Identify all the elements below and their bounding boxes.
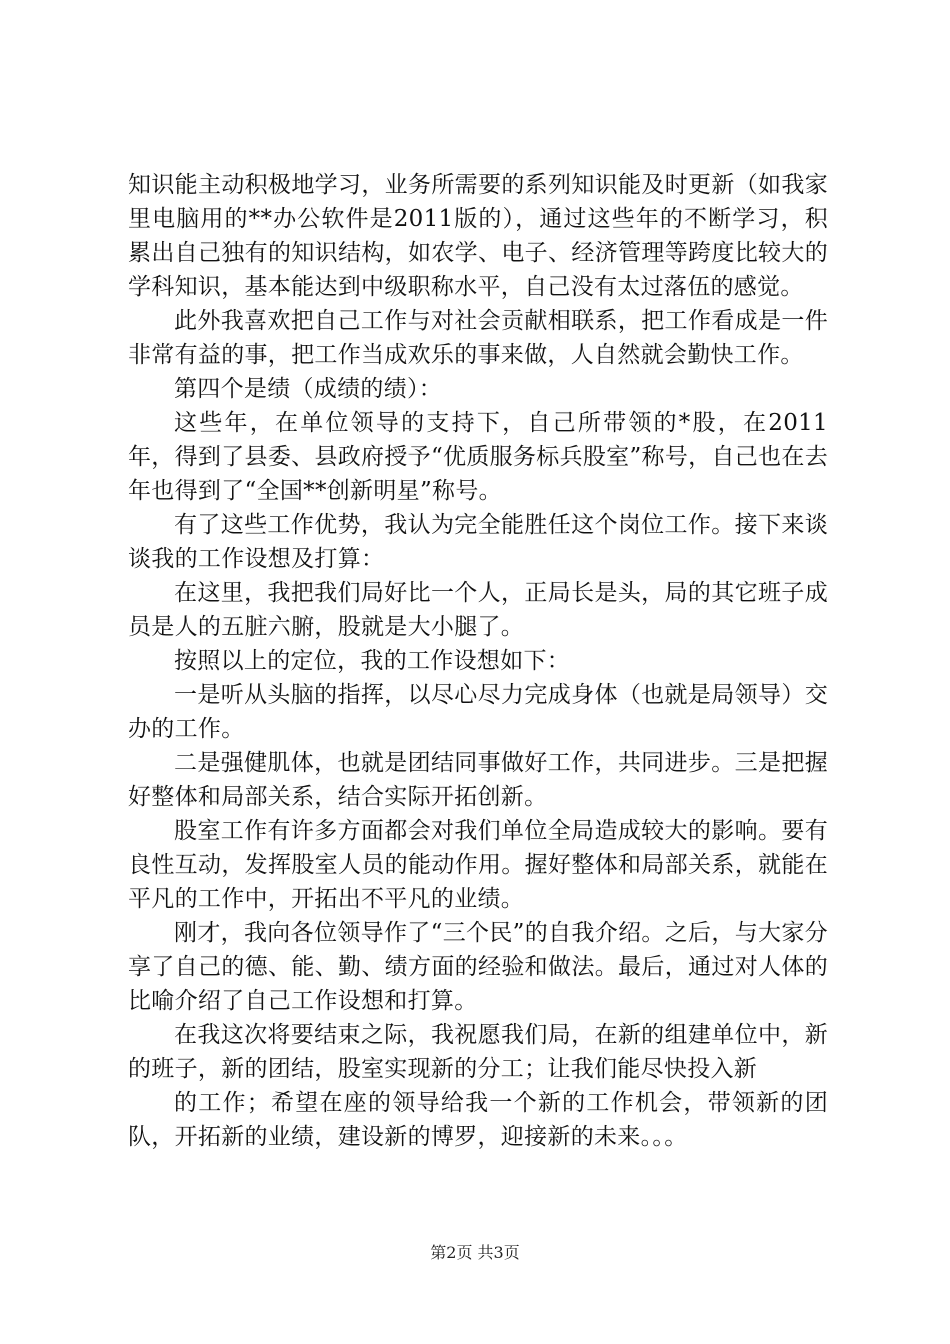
paragraph-2: 此外我喜欢把自己工作与对社会贡献相联系，把工作看成是一件非常有益的事，把工作当成欢乐的事来做，人自然就会勤快工作。 bbox=[128, 308, 828, 368]
document-body bbox=[128, 168, 828, 1154]
page-number-label: 第2页 共3页 bbox=[430, 1243, 520, 1262]
paragraph-6: 在这里，我把我们局好比一个人，正局长是头，局的其它班子成员是人的五脏六腑，股就是大小腿了。 bbox=[128, 580, 828, 640]
paragraph-13: 的工作；希望在座的领导给我一个新的工作机会，带领新的团队，开拓新的业绩，建设新的博罗，迎接新的未来。。。 bbox=[128, 1090, 828, 1150]
paragraph-7: 按照以上的定位，我的工作设想如下： bbox=[174, 648, 571, 674]
paragraph-1: 知识能主动积极地学习，业务所需要的系列知识能及时更新（如我家里电脑用的**办公软件是2011版的），通过这些年的不断学习，积累出自己独有的知识结构，如农学、电子、经济管理等跨度比较大的学科知识，基本能达到中级职称水平，自己没有太过落伍的感觉。 bbox=[128, 172, 828, 300]
paragraph-11: 刚才，我向各位领导作了“三个民”的自我介绍。之后，与大家分享了自己的德、能、勤、绩方面的经验和做法。最后，通过对人体的比喻介绍了自己工作设想和打算。 bbox=[128, 920, 828, 1014]
paragraph-3: 第四个是绩（成绩的绩）： bbox=[174, 376, 443, 402]
paragraph-12: 在我这次将要结束之际，我祝愿我们局，在新的组建单位中，新的班子，新的团结，股室实现新的分工；让我们能尽快投入新 bbox=[128, 1022, 828, 1082]
paragraph-8: 一是听从头脑的指挥，以尽心尽力完成身体（也就是局领导）交办的工作。 bbox=[128, 682, 828, 742]
paragraph-4: 这些年，在单位领导的支持下，自己所带领的*股，在2011年，得到了县委、县政府授予“优质服务标兵股室”称号，自己也在去年也得到了“全国**创新明星”称号。 bbox=[128, 410, 828, 504]
paragraph-10: 股室工作有许多方面都会对我们单位全局造成较大的影响。要有良性互动，发挥股室人员的能动作用。握好整体和局部关系，就能在平凡的工作中，开拓出不平凡的业绩。 bbox=[128, 818, 828, 912]
paragraph-9: 二是强健肌体，也就是团结同事做好工作，共同进步。三是把握好整体和局部关系，结合实际开拓创新。 bbox=[128, 750, 828, 810]
paragraph-5: 有了这些工作优势，我认为完全能胜任这个岗位工作。接下来谈谈我的工作设想及打算： bbox=[128, 512, 828, 572]
page-footer bbox=[0, 1243, 950, 1263]
